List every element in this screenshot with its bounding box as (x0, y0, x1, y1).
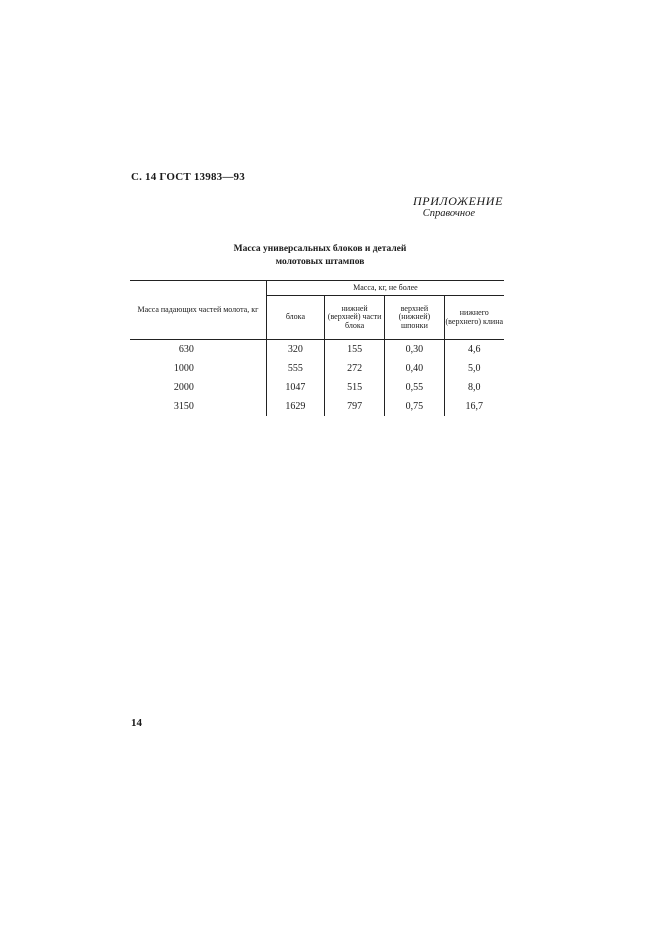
appendix-title: ПРИЛОЖЕНИЕ (413, 194, 503, 208)
page-number: 14 (131, 717, 142, 729)
header-mass-group: Масса, кг, не более (266, 281, 504, 296)
appendix-subtitle: Справочное (422, 208, 475, 219)
cell-upper-key: 0,30 (385, 340, 444, 360)
cell-block: 320 (266, 340, 324, 360)
cell-lower-wedge: 8,0 (468, 382, 481, 393)
page-header: С. 14 ГОСТ 13983—93 (131, 171, 245, 183)
cell-upper-key: 0,55 (385, 378, 444, 397)
cell-lower-wedge: 5,0 (468, 363, 481, 374)
cell-lower-wedge: 16,7 (465, 401, 484, 412)
header-lower-part: нижней (верхней) части блока (324, 296, 384, 340)
cell-hammer-mass: 630 (130, 340, 266, 360)
cell-upper-key: 0,75 (385, 397, 444, 416)
table-title-line1: Масса универсальных блоков и деталей (233, 244, 407, 254)
cell-lower-part: 272 (324, 359, 384, 378)
cell-lower-part: 155 (324, 340, 384, 360)
cell-block: 555 (266, 359, 324, 378)
header-upper-key: верхней (нижней) шпонки (385, 296, 444, 340)
table-row (130, 359, 504, 378)
header-lower-wedge: нижнего (верхнего) клина (444, 296, 504, 340)
table-row (130, 378, 504, 397)
cell-lower-wedge: 4,6 (468, 344, 481, 355)
cell-lower-part: 515 (324, 378, 384, 397)
cell-block: 1047 (266, 378, 324, 397)
table-title-line2: молотовых штампов (275, 257, 365, 267)
cell-hammer-mass: 2000 (130, 378, 266, 397)
cell-upper-key: 0,40 (385, 359, 444, 378)
table-row (130, 340, 504, 360)
header-block: блока (266, 296, 324, 340)
cell-lower-part: 797 (324, 397, 384, 416)
cell-hammer-mass: 3150 (130, 397, 266, 416)
table-row (130, 397, 504, 416)
cell-hammer-mass: 1000 (130, 359, 266, 378)
header-hammer-mass: Масса падающих частей молота, кг (130, 281, 266, 340)
cell-block: 1629 (266, 397, 324, 416)
mass-table (130, 280, 504, 416)
